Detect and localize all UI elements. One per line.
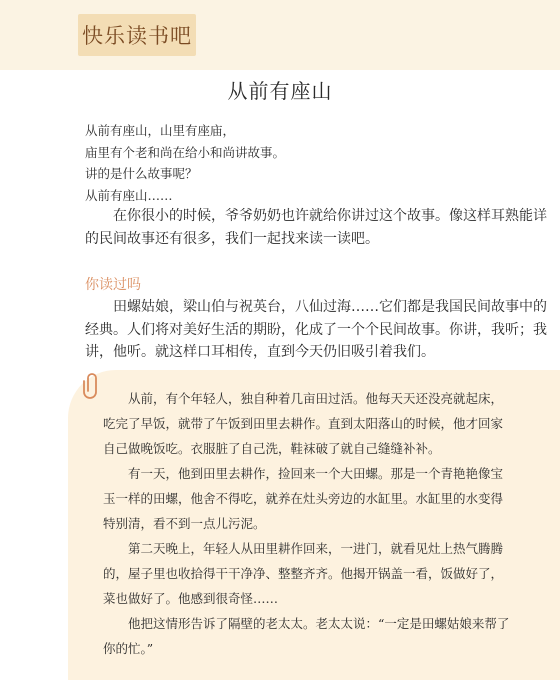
story-text [103,386,509,661]
section-line: 讲，他听。就这样口耳相传，直到今天仍旧吸引着我们。 [85,344,435,360]
section-label: 快乐读书吧 [78,14,196,56]
section-paragraph [85,296,547,364]
poem-line: 从前有座山…… [85,187,173,203]
intro-line: 在你很小的时候，爷爷奶奶也许就给你讲过这个故事。像这样耳熟能详 [113,208,547,224]
paperclip-icon [83,371,101,399]
story-line: 从前，有个年轻人，独自种着几亩田过活。他每天天还没亮就起床， [128,391,504,406]
poem-line: 讲的是什么故事呢？ [85,166,198,181]
poem-line: 从前有座山，山里有座庙， [85,123,236,138]
page-title: 从前有座山 [227,79,333,103]
story-line: 第二天晚上，年轻人从田里耕作回来，一进门，就看见灶上热气腾腾 [128,541,504,556]
story-line: 特别清，看不到一点儿污泥。 [103,516,266,531]
story-line: 有一天，他到田里去耕作，捡回来一个大田螺。那是一个青艳艳像宝 [128,466,504,481]
poem-line: 庙里有个老和尚在给小和尚讲故事。 [85,144,286,160]
section-line: 田螺姑娘，梁山伯与祝英台，八仙过海……它们都是我国民间故事中的 [113,299,547,315]
poem [85,120,285,206]
story-line: 自己做晚饭吃。衣服脏了自己洗，鞋袜破了就自己缝缝补补。 [103,441,441,456]
intro-line: 的民间故事还有很多，我们一起找来读一读吧。 [85,230,379,247]
section-heading: 你读过吗 [85,277,141,293]
section-line: 经典。人们将对美好生活的期盼，化成了一个个民间故事。你讲，我听；我 [85,321,547,338]
story-line: 他把这情形告诉了隔壁的老太太。老太太说：“一定是田螺姑娘来帮了 [128,616,510,631]
story-line: 玉一样的田螺，他舍不得吃，就养在灶头旁边的水缸里。水缸里的水变得 [103,491,504,506]
story-line: 菜也做好了。他感到很奇怪…… [103,591,279,606]
story-line: 的，屋子里也收拾得干干净净、整整齐齐。他揭开锅盖一看，饭做好了， [103,566,504,581]
intro-paragraph [85,205,547,250]
story-line: 你的忙。” [103,641,154,656]
story-line: 吃完了早饭，就带了午饭到田里去耕作。直到太阳落山的时候，他才回家 [103,416,504,431]
